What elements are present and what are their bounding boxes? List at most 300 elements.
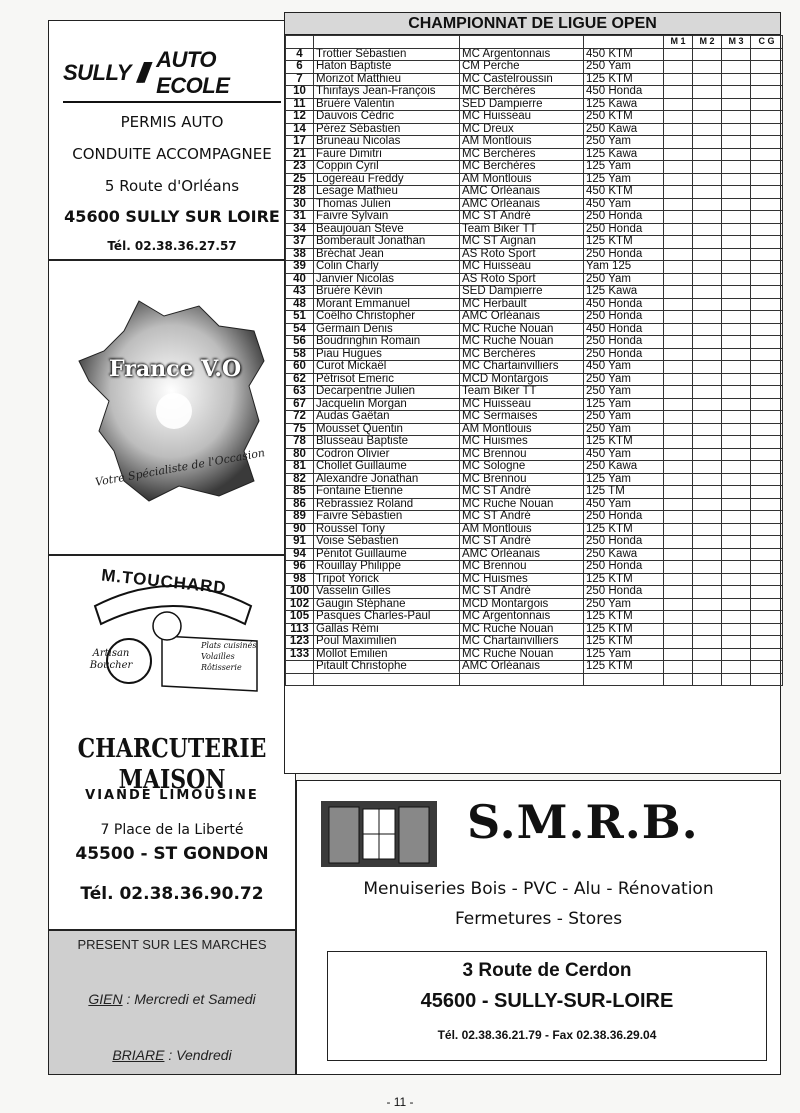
rider-number: 60 [286, 361, 314, 374]
table-row [286, 473, 783, 486]
table-row [286, 511, 783, 524]
marche-briare [49, 1047, 295, 1063]
m2-cell [693, 611, 722, 624]
m3-cell [722, 611, 751, 624]
cg-cell [751, 323, 783, 336]
m3-cell [722, 598, 751, 611]
rider-name: Pitault Christophe [314, 661, 460, 674]
cg-cell [751, 273, 783, 286]
cg-cell [751, 548, 783, 561]
sully-brand-left: SULLY [63, 60, 131, 85]
cg-cell [751, 236, 783, 249]
table-row [286, 386, 783, 399]
table-row [286, 161, 783, 174]
m3-cell [722, 223, 751, 236]
rider-club: MC Castelroussin [460, 73, 584, 86]
slashes-logo-mark: //// [136, 57, 145, 88]
rider-number: 14 [286, 123, 314, 136]
rider-name: Blusseau Baptiste [314, 436, 460, 449]
cg-cell [751, 386, 783, 399]
m3-cell [722, 211, 751, 224]
rider-club: CM Perche [460, 61, 584, 74]
rider-number: 105 [286, 611, 314, 624]
touchard-address: 7 Place de la Liberté [100, 822, 244, 838]
rider-bike: 250 Yam [584, 386, 664, 399]
rider-name: Morant Emmanuel [314, 298, 460, 311]
table-row [286, 311, 783, 324]
table-row [286, 61, 783, 74]
m1-cell [664, 273, 693, 286]
table-row [286, 123, 783, 136]
cg-cell [751, 373, 783, 386]
rider-bike: 450 Yam [584, 498, 664, 511]
rider-club: MC Ruche Nouan [460, 323, 584, 336]
cg-cell [751, 636, 783, 649]
rider-bike: 125 KTM [584, 573, 664, 586]
rider-name: Morizot Matthieu [314, 73, 460, 86]
rider-number: 91 [286, 536, 314, 549]
rider-number: 86 [286, 498, 314, 511]
rider-club: MC ST André [460, 211, 584, 224]
rider-number: 62 [286, 373, 314, 386]
m2-cell [693, 61, 722, 74]
cg-cell [751, 248, 783, 261]
m2-cell [693, 411, 722, 424]
m2-cell [693, 273, 722, 286]
table-row [286, 523, 783, 536]
m1-cell [664, 186, 693, 199]
rider-bike: 250 Honda [584, 586, 664, 599]
table-row [286, 636, 783, 649]
cg-cell [751, 486, 783, 499]
rider-bike: 450 Honda [584, 86, 664, 99]
table-row [286, 586, 783, 599]
rider-number: 39 [286, 261, 314, 274]
rider-club: SED Dampierre [460, 98, 584, 111]
rider-number: 102 [286, 598, 314, 611]
rider-club: Team Biker TT [460, 223, 584, 236]
m1-cell [664, 248, 693, 261]
rider-bike: 450 KTM [584, 186, 664, 199]
rider-number: 43 [286, 286, 314, 299]
table-row [286, 673, 783, 686]
touchard-scroll-text: Plats cuisinés Volailles Rôtisserie [201, 641, 257, 672]
rider-name: Bruère Valentin [314, 98, 460, 111]
rider-club: MC Brennou [460, 448, 584, 461]
m3-cell [722, 386, 751, 399]
rider-club: Team Biker TT [460, 386, 584, 399]
rider-club: AM Montlouis [460, 523, 584, 536]
rider-club: MC Berchères [460, 148, 584, 161]
m1-cell [664, 361, 693, 374]
m2-cell [693, 473, 722, 486]
cg-cell [751, 573, 783, 586]
m3-cell [722, 636, 751, 649]
rider-club: MC Ruche Nouan [460, 648, 584, 661]
cg-cell [751, 423, 783, 436]
riders-table [285, 35, 783, 686]
table-row [286, 486, 783, 499]
m2-cell [693, 598, 722, 611]
m2-cell [693, 636, 722, 649]
rider-name: Colin Charly [314, 261, 460, 274]
m2-cell [693, 248, 722, 261]
m2-cell [693, 211, 722, 224]
m3-cell [722, 61, 751, 74]
rider-number: 6 [286, 61, 314, 74]
m3-cell [722, 673, 751, 686]
m1-cell [664, 423, 693, 436]
rider-number: 113 [286, 623, 314, 636]
badge-line2: Boucher [89, 660, 133, 671]
rider-bike: 250 Yam [584, 598, 664, 611]
rider-name: Thirifays Jean-François [314, 86, 460, 99]
header-club [460, 36, 584, 49]
rider-name: Gallas Rémi [314, 623, 460, 636]
m2-cell [693, 386, 722, 399]
rider-number: 34 [286, 223, 314, 236]
rider-number: 25 [286, 173, 314, 186]
cg-cell [751, 123, 783, 136]
rider-name: Beaujouan Steve [314, 223, 460, 236]
rider-number: 63 [286, 386, 314, 399]
table-row [286, 298, 783, 311]
rider-bike: 125 KTM [584, 636, 664, 649]
rider-bike: 125 KTM [584, 73, 664, 86]
rider-name: Faivre Sylvain [314, 211, 460, 224]
cg-cell [751, 498, 783, 511]
rider-number: 10 [286, 86, 314, 99]
m2-cell [693, 311, 722, 324]
rider-number: 67 [286, 398, 314, 411]
rider-bike: 125 KTM [584, 611, 664, 624]
m3-cell [722, 523, 751, 536]
m2-cell [693, 236, 722, 249]
m1-cell [664, 548, 693, 561]
table-row [286, 448, 783, 461]
m1-cell [664, 573, 693, 586]
m1-cell [664, 673, 693, 686]
cg-cell [751, 411, 783, 424]
m1-cell [664, 648, 693, 661]
m2-cell [693, 123, 722, 136]
m3-cell [722, 323, 751, 336]
rider-name: Chollet Guillaume [314, 461, 460, 474]
rider-club: MC Huisseau [460, 398, 584, 411]
rider-name: Codron Olivier [314, 448, 460, 461]
rider-number: 78 [286, 436, 314, 449]
cg-cell [751, 611, 783, 624]
rider-number: 81 [286, 461, 314, 474]
smrb-services-2: Fermetures - Stores [454, 909, 623, 929]
m3-cell [722, 436, 751, 449]
rider-name: Mollot Emilien [314, 648, 460, 661]
france-vo-logo-text: France V.O [109, 356, 242, 382]
rider-club: AS Roto Sport [460, 248, 584, 261]
rider-number: 7 [286, 73, 314, 86]
rider-name: Lesage Mathieu [314, 186, 460, 199]
table-row [286, 611, 783, 624]
rider-bike: 250 Honda [584, 311, 664, 324]
cg-cell [751, 211, 783, 224]
m2-cell [693, 561, 722, 574]
rider-number: 85 [286, 486, 314, 499]
rider-number: 51 [286, 311, 314, 324]
cg-cell [751, 473, 783, 486]
rider-club: MC Huismes [460, 573, 584, 586]
sully-line3: 5 Route d'Orléans [104, 177, 240, 195]
rider-bike: 250 Honda [584, 348, 664, 361]
table-row [286, 98, 783, 111]
m1-cell [664, 223, 693, 236]
rider-bike: 250 Yam [584, 273, 664, 286]
rider-name: Pénitot Guillaume [314, 548, 460, 561]
rider-club: MC Ruche Nouan [460, 623, 584, 636]
m2-cell [693, 286, 722, 299]
table-row [286, 573, 783, 586]
rider-club: AM Montlouis [460, 136, 584, 149]
table-row [286, 323, 783, 336]
m1-cell [664, 598, 693, 611]
rider-bike: 250 Honda [584, 248, 664, 261]
rider-number: 96 [286, 561, 314, 574]
m3-cell [722, 136, 751, 149]
rider-club: MC ST Aignan [460, 236, 584, 249]
rider-name: Poul Maximilien [314, 636, 460, 649]
rider-club: MC Chartainvilliers [460, 361, 584, 374]
cg-cell [751, 623, 783, 636]
table-row [286, 436, 783, 449]
rider-name: Tripot Yorick [314, 573, 460, 586]
m2-cell [693, 486, 722, 499]
rider-club: MC Dreux [460, 123, 584, 136]
rider-club: MC Huisseau [460, 111, 584, 124]
rider-name: Pérez Sébastien [314, 123, 460, 136]
table-row [286, 73, 783, 86]
m1-cell [664, 261, 693, 274]
rider-bike: 125 Kawa [584, 286, 664, 299]
rider-club: MC Argentonnais [460, 611, 584, 624]
m1-cell [664, 448, 693, 461]
rider-club: MC Huisseau [460, 261, 584, 274]
m1-cell [664, 48, 693, 61]
table-row [286, 361, 783, 374]
cg-cell [751, 198, 783, 211]
sully-logo [63, 47, 281, 103]
table-row [286, 598, 783, 611]
m1-cell [664, 386, 693, 399]
m2-cell [693, 461, 722, 474]
cg-cell [751, 86, 783, 99]
rider-name: Bomberault Jonathan [314, 236, 460, 249]
window-shutter-icon [319, 799, 439, 869]
m2-cell [693, 436, 722, 449]
sully-brand-right: AUTO ECOLE [156, 47, 230, 98]
smrb-address-box [327, 951, 767, 1061]
rider-name: Vasselin Gilles [314, 586, 460, 599]
artisan-boucher-badge [83, 648, 139, 672]
rider-number [286, 673, 314, 686]
rider-club: MCD Montargois [460, 598, 584, 611]
m2-cell [693, 323, 722, 336]
rider-number: 58 [286, 348, 314, 361]
touchard-tel: Tél. 02.38.36.90.72 [80, 884, 264, 904]
m2-cell [693, 148, 722, 161]
table-row [286, 411, 783, 424]
m2-cell [693, 448, 722, 461]
m1-cell [664, 536, 693, 549]
cg-cell [751, 161, 783, 174]
rider-bike: 250 Yam [584, 136, 664, 149]
cg-cell [751, 673, 783, 686]
table-row [286, 623, 783, 636]
table-row [286, 498, 783, 511]
rider-bike: 250 Yam [584, 61, 664, 74]
m2-cell [693, 536, 722, 549]
rider-number: 82 [286, 473, 314, 486]
rider-club: MC ST André [460, 536, 584, 549]
m3-cell [722, 298, 751, 311]
m2-cell [693, 423, 722, 436]
rider-name: Coëlho Christopher [314, 311, 460, 324]
cg-cell [751, 461, 783, 474]
charcuterie-title: CHARCUTERIE MAISON [77, 732, 267, 796]
table-row [286, 348, 783, 361]
table-row [286, 536, 783, 549]
smrb-address: 3 Route de Cerdon [462, 960, 632, 981]
rider-bike: 125 KTM [584, 236, 664, 249]
rider-number: 30 [286, 198, 314, 211]
rider-bike: 250 Honda [584, 511, 664, 524]
rider-club: AMC Orléanais [460, 198, 584, 211]
m2-cell [693, 361, 722, 374]
rider-club: AMC Orléanais [460, 548, 584, 561]
cg-cell [751, 336, 783, 349]
table-row [286, 423, 783, 436]
rider-number: 21 [286, 148, 314, 161]
rider-name: Bruère Kévin [314, 286, 460, 299]
smrb-tel: Tél. 02.38.36.21.79 - Fax 02.38.36.29.04 [437, 1028, 657, 1042]
touchard-butcher-ad [48, 555, 296, 930]
rider-number: 4 [286, 48, 314, 61]
cg-cell [751, 661, 783, 674]
m3-cell [722, 336, 751, 349]
rider-name: Boudringhin Romain [314, 336, 460, 349]
rider-club: MC Herbault [460, 298, 584, 311]
m3-cell [722, 548, 751, 561]
table-row [286, 261, 783, 274]
rider-bike: 125 Yam [584, 648, 664, 661]
smrb-city: 45600 - SULLY-SUR-LOIRE [420, 990, 674, 1012]
m2-cell [693, 298, 722, 311]
rider-name: Faure Dimitri [314, 148, 460, 161]
m3-cell [722, 373, 751, 386]
cg-cell [751, 348, 783, 361]
m3-cell [722, 536, 751, 549]
rider-club: MC Chartainvilliers [460, 636, 584, 649]
rider-number: 89 [286, 511, 314, 524]
marches-heading: PRESENT SUR LES MARCHES [77, 937, 267, 952]
m3-cell [722, 561, 751, 574]
table-row [286, 136, 783, 149]
rider-bike: 250 Honda [584, 561, 664, 574]
m1-cell [664, 61, 693, 74]
m3-cell [722, 48, 751, 61]
m3-cell [722, 448, 751, 461]
m2-cell [693, 48, 722, 61]
m2-cell [693, 648, 722, 661]
france-vo-ad [48, 260, 296, 555]
table-row [286, 211, 783, 224]
sully-line1: PERMIS AUTO [120, 113, 224, 131]
m3-cell [722, 423, 751, 436]
m3-cell [722, 186, 751, 199]
rider-bike: 450 Honda [584, 298, 664, 311]
championnat-table-box [284, 12, 781, 774]
rider-name: Rouillay Philippe [314, 561, 460, 574]
rider-bike: 450 Yam [584, 361, 664, 374]
m2-cell [693, 498, 722, 511]
m3-cell [722, 511, 751, 524]
cg-cell [751, 186, 783, 199]
cg-cell [751, 173, 783, 186]
table-row [286, 223, 783, 236]
rider-bike: 450 KTM [584, 48, 664, 61]
m2-cell [693, 261, 722, 274]
m3-cell [722, 73, 751, 86]
m1-cell [664, 586, 693, 599]
cg-cell [751, 311, 783, 324]
m3-cell [722, 311, 751, 324]
briare-days: : Vendredi [164, 1047, 232, 1063]
m2-cell [693, 548, 722, 561]
cg-cell [751, 223, 783, 236]
rider-number: 17 [286, 136, 314, 149]
cg-cell [751, 398, 783, 411]
m2-cell [693, 623, 722, 636]
rider-bike: 250 KTM [584, 111, 664, 124]
rider-name: Roussel Tony [314, 523, 460, 536]
rider-bike: 125 Kawa [584, 148, 664, 161]
france-vo-slogan: Votre Spécialiste de l'Occasion [94, 446, 266, 489]
rider-club: MC Berchères [460, 86, 584, 99]
m1-cell [664, 211, 693, 224]
cg-cell [751, 361, 783, 374]
m1-cell [664, 561, 693, 574]
sully-line2: CONDUITE ACCOMPAGNEE [72, 145, 272, 163]
m2-cell [693, 186, 722, 199]
m3-cell [722, 586, 751, 599]
table-row [286, 336, 783, 349]
rider-name: Curot Mickaël [314, 361, 460, 374]
cg-cell [751, 648, 783, 661]
m1-cell [664, 498, 693, 511]
rider-name: Coppin Cyril [314, 161, 460, 174]
rider-club: MCD Montargois [460, 373, 584, 386]
rider-number: 23 [286, 161, 314, 174]
m2-cell [693, 398, 722, 411]
m1-cell [664, 473, 693, 486]
rider-club: AMC Orléanais [460, 661, 584, 674]
page-number: - 11 - [386, 1095, 414, 1109]
rider-bike: 250 Honda [584, 211, 664, 224]
header-m1: M 1 [664, 36, 693, 49]
cg-cell [751, 511, 783, 524]
rider-club: AS Roto Sport [460, 273, 584, 286]
rider-club: MC ST André [460, 586, 584, 599]
rider-name [314, 673, 460, 686]
m1-cell [664, 336, 693, 349]
